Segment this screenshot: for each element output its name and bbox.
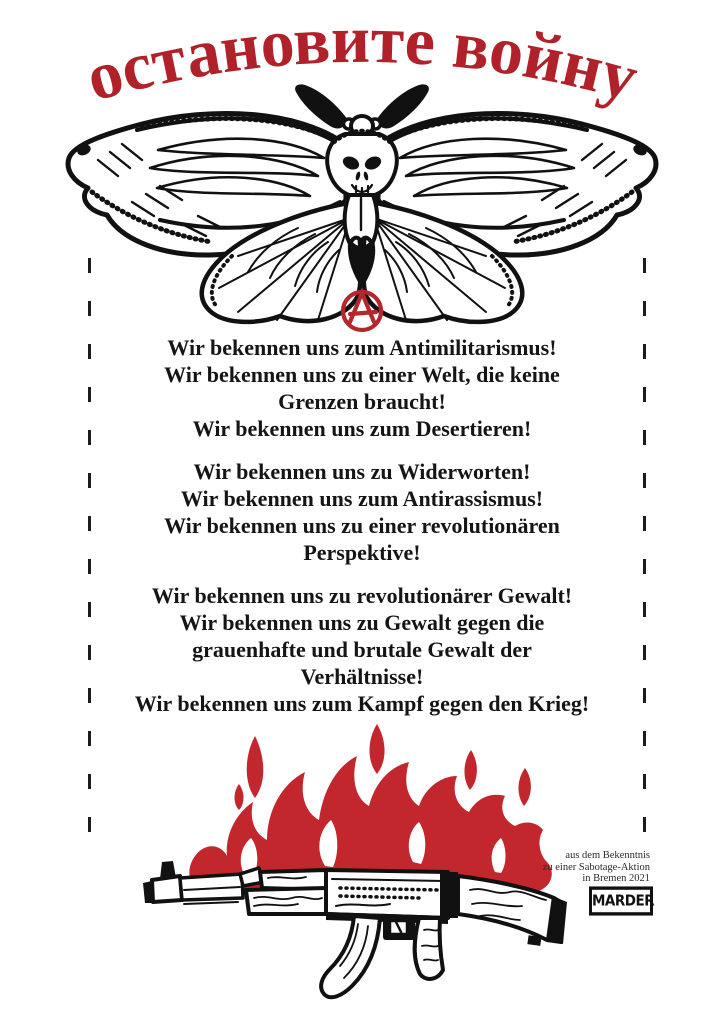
rifle-grip: [415, 918, 443, 979]
rifle-magazine: [321, 916, 380, 997]
page-title: остановите войну: [78, 0, 646, 116]
manifesto-line: Wir bekennen uns zu Widerworten!: [193, 459, 531, 484]
manifesto-line: Perspektive!: [303, 540, 421, 565]
attribution-line: aus dem Bekenntnis: [565, 850, 650, 861]
skull-thorax: [327, 134, 397, 195]
manifesto-line: Wir bekennen uns zum Antirassismus!: [180, 486, 544, 511]
manifesto-line: grauenhafte und brutale Gewalt der: [192, 637, 532, 662]
manifesto-line: Verhältnisse!: [300, 664, 424, 689]
manifesto-line: Wir bekennen uns zu einer Welt, die keine: [164, 362, 560, 387]
attribution-caption: [450, 850, 650, 885]
marder-logo: MARDER: [589, 886, 653, 915]
attribution-line: zu einer Sabotage-Aktion: [542, 861, 650, 873]
manifesto-line: Wir bekennen uns zum Desertieren!: [192, 416, 532, 441]
manifesto-line: Wir bekennen uns zu einer revolutionären: [164, 513, 560, 538]
manifesto-block-3: [0, 582, 724, 717]
manifesto-line: Wir bekennen uns zum Kampf gegen den Krieg!: [134, 691, 590, 716]
manifesto-block-2: [0, 458, 724, 566]
manifesto-block-1: [0, 334, 724, 442]
manifesto-line: Grenzen braucht!: [278, 389, 446, 414]
manifesto-line: Wir bekennen uns zu Gewalt gegen die: [179, 610, 545, 635]
anarchy-symbol-icon: [339, 288, 385, 334]
attribution-line: in Bremen 2021: [582, 873, 650, 884]
manifesto-line: Wir bekennen uns zu revolutionärer Gewalt!: [151, 583, 573, 608]
rifle-receiver: [326, 870, 448, 918]
manifesto-line: Wir bekennen uns zum Antimilitarismus!: [167, 335, 557, 360]
moth-left-half: [68, 84, 361, 322]
moth-right-half: [363, 84, 656, 322]
